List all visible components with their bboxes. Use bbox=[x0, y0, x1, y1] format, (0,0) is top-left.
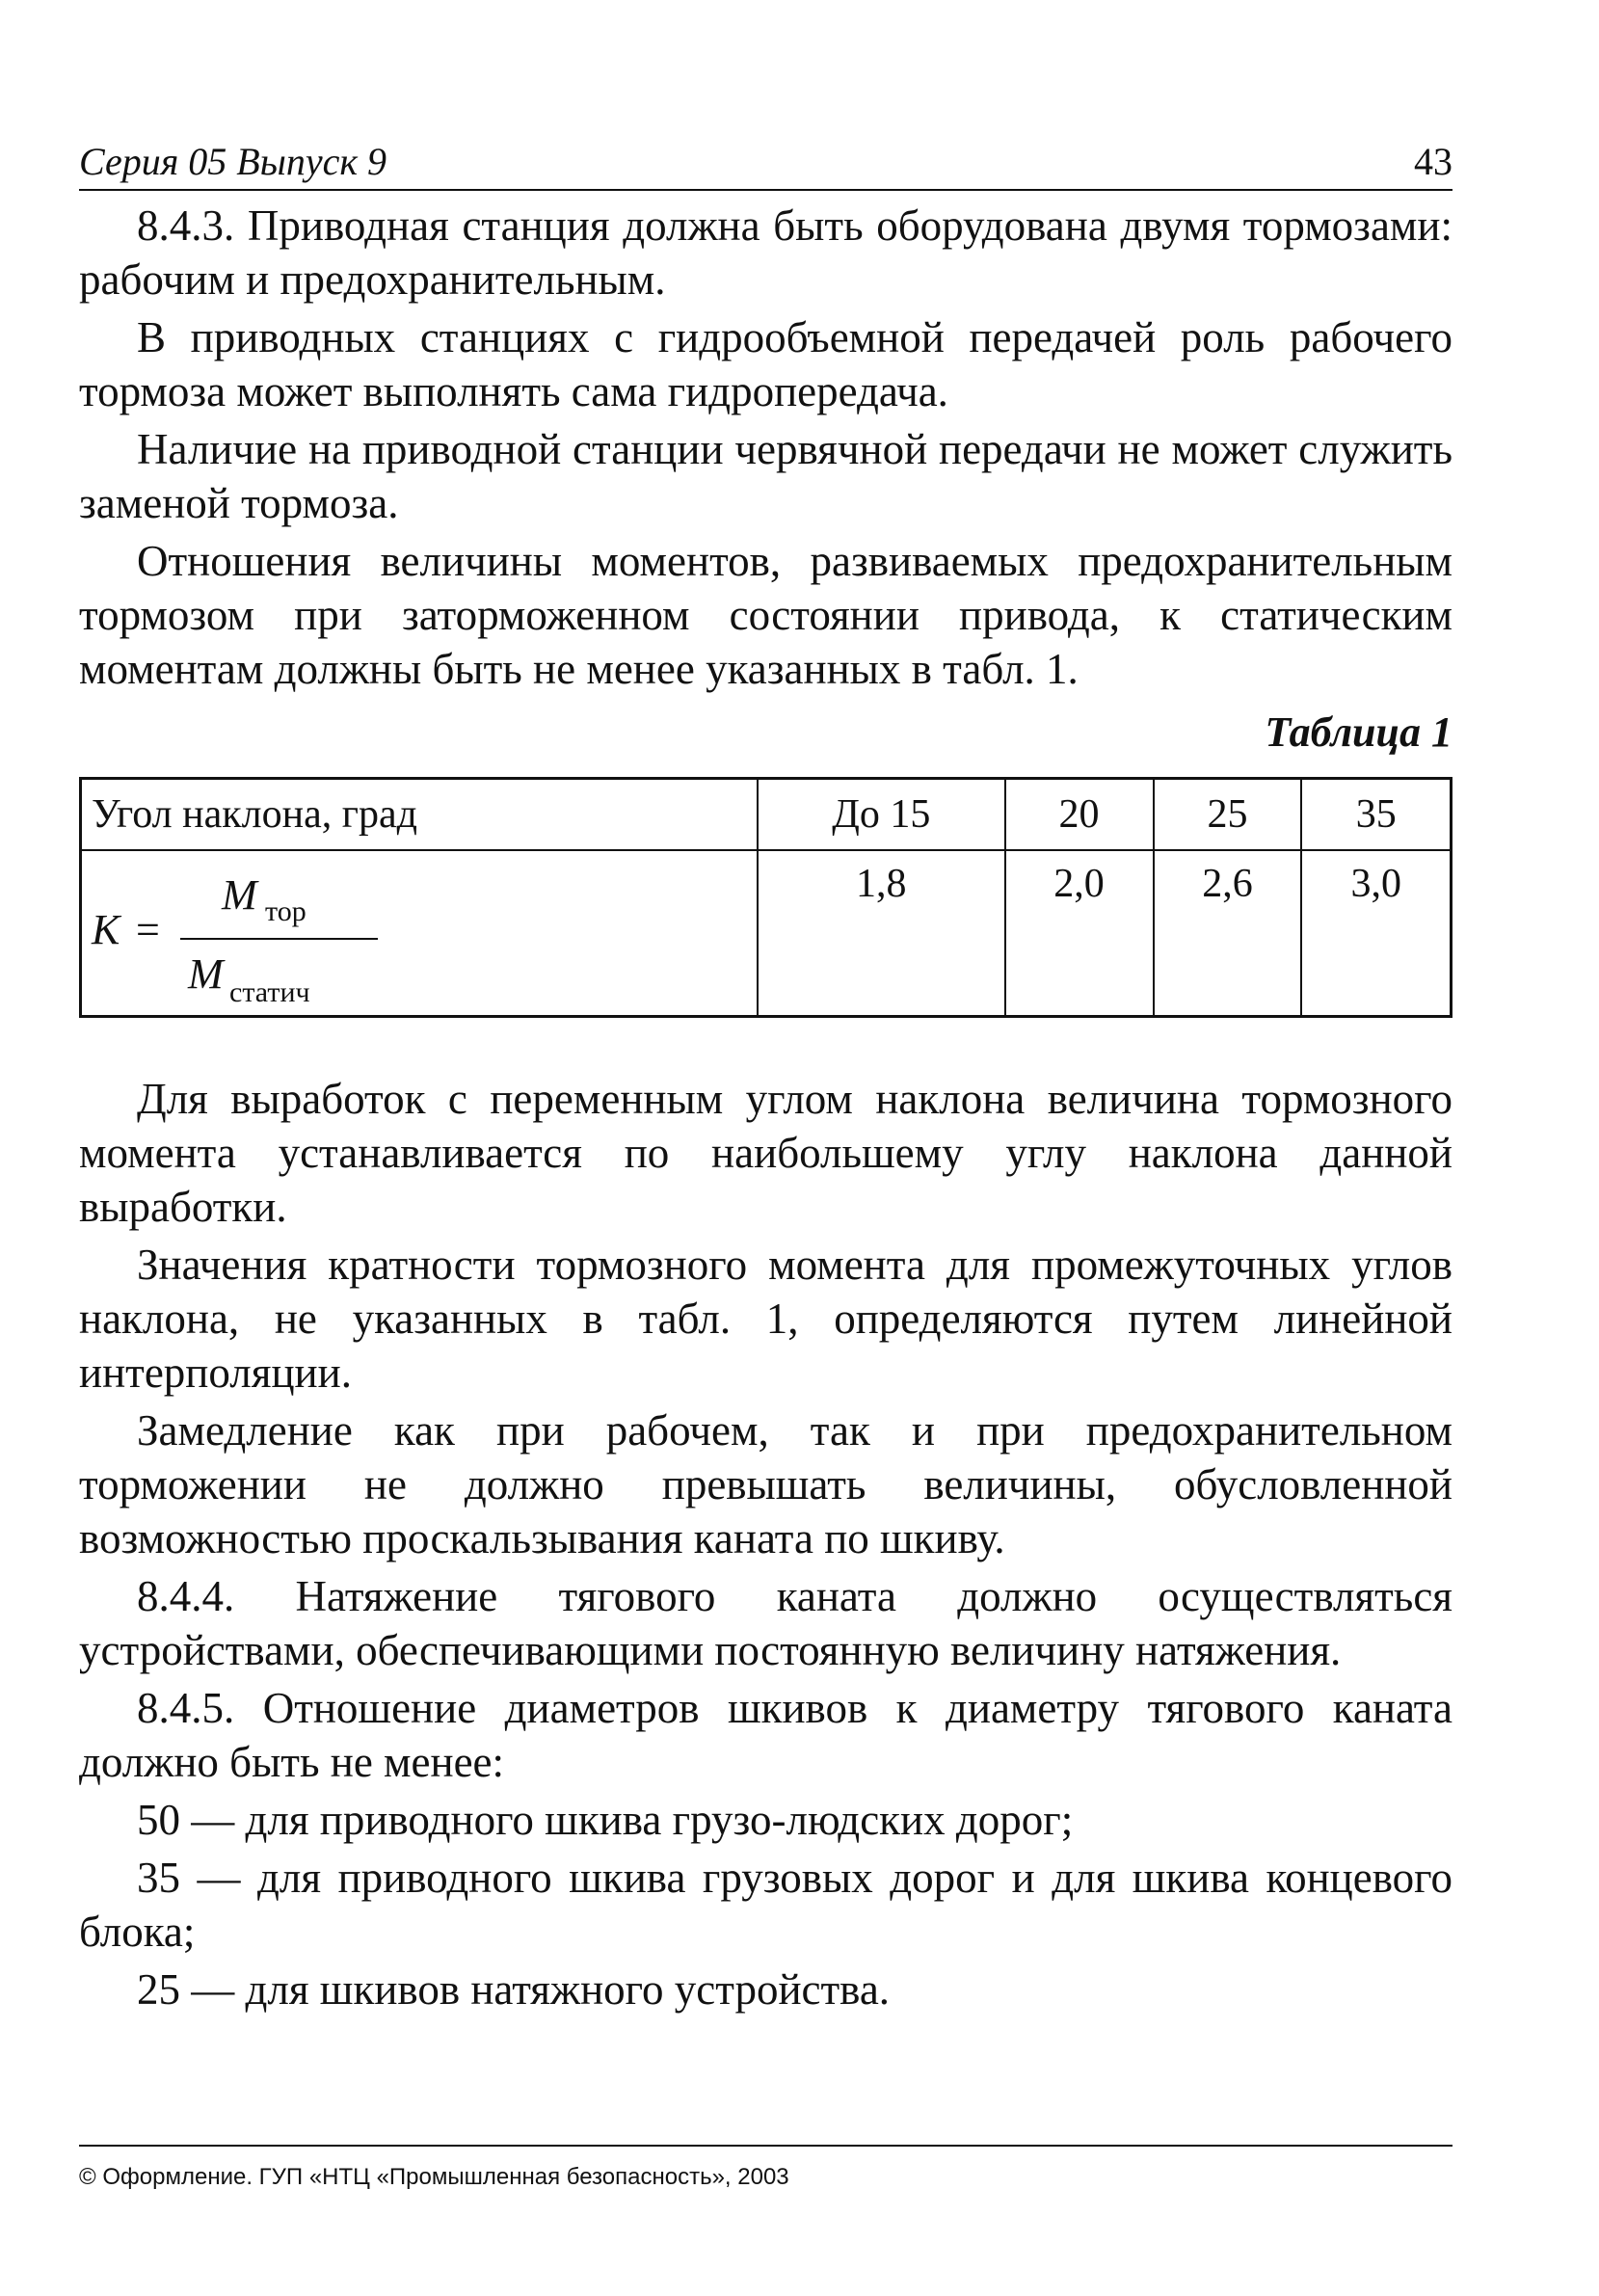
page bbox=[79, 135, 1452, 2016]
copyright-footer: © Оформление. ГУП «НТЦ «Промышленная безопасность», 2003 bbox=[79, 2145, 1452, 2191]
value-cell: 3,0 bbox=[1301, 850, 1451, 1017]
formula-denominator: M bbox=[188, 950, 224, 998]
angle-cell: 20 bbox=[1005, 779, 1154, 851]
formula-k: K bbox=[92, 906, 120, 953]
paragraph: 8.4.5. Отношение диаметров шкивов к диаметру тягового каната должно быть не менее: bbox=[79, 1684, 1452, 1786]
list-item: 25 — для шкивов натяжного устройства. bbox=[137, 1965, 891, 2014]
formula-denominator-subscript: статич bbox=[229, 976, 310, 1008]
running-header bbox=[79, 135, 1452, 191]
paragraph: Значения кратности тормозного момента для промежуточных углов наклона, не указанных в табл. 1, определяются путем линейной интерполяции. bbox=[79, 1241, 1452, 1397]
header-label-cell: Угол наклона, град bbox=[81, 779, 759, 851]
table-value-row bbox=[81, 850, 1452, 1017]
angle-cell: 35 bbox=[1301, 779, 1451, 851]
table-header-row bbox=[81, 779, 1452, 851]
formula-cell bbox=[81, 850, 759, 1017]
angle-cell: 25 bbox=[1154, 779, 1302, 851]
page-number: 43 bbox=[1414, 140, 1452, 183]
list-item: 35 — для приводного шкива грузовых дорог и для шкива концевого блока; bbox=[79, 1854, 1452, 1956]
paragraph: Замедление как при рабочем, так и при предохранительном торможении не должно превышать величины, обусловленной возможностью проскальзывания каната по шкиву. bbox=[79, 1406, 1452, 1562]
formula-numerator: M bbox=[222, 871, 257, 919]
value-cell: 2,0 bbox=[1005, 850, 1154, 1017]
series-title: Серия 05 Выпуск 9 bbox=[79, 140, 387, 183]
value-cell: 1,8 bbox=[758, 850, 1005, 1017]
value-cell: 2,6 bbox=[1154, 850, 1302, 1017]
text-block-before-table bbox=[79, 199, 1452, 696]
list-item: 50 — для приводного шкива грузо-людских дорог; bbox=[137, 1796, 1074, 1844]
paragraph: 8.4.3. Приводная станция должна быть оборудована двумя тормозами: рабочим и предохранительным. bbox=[79, 201, 1452, 304]
fraction-line bbox=[180, 938, 378, 940]
brake-ratio-table bbox=[79, 777, 1452, 1018]
formula-equals: = bbox=[136, 906, 160, 953]
table-caption: Таблица 1 bbox=[1265, 708, 1452, 756]
paragraph: В приводных станциях с гидрообъемной передачей роль рабочего тормоза может выполнять сама гидропередача. bbox=[79, 313, 1452, 415]
k-formula bbox=[92, 861, 747, 1008]
formula-numerator-subscript: тор bbox=[265, 895, 306, 927]
paragraph: Отношения величины моментов, развиваемых предохранительным тормозом при заторможенном состоянии привода, к статическим моментам должны быть не менее указанных в табл. 1. bbox=[79, 537, 1452, 693]
text-block-after-table bbox=[79, 1072, 1452, 2016]
angle-cell: До 15 bbox=[758, 779, 1005, 851]
paragraph: Для выработок с переменным углом наклона величина тормозного момента устанавливается по наибольшему углу наклона данной выработки. bbox=[79, 1075, 1452, 1231]
paragraph: 8.4.4. Натяжение тягового каната должно осуществляться устройствами, обеспечивающими постоянную величину натяжения. bbox=[79, 1572, 1452, 1674]
paragraph: Наличие на приводной станции червячной передачи не может служить заменой тормоза. bbox=[79, 425, 1452, 527]
